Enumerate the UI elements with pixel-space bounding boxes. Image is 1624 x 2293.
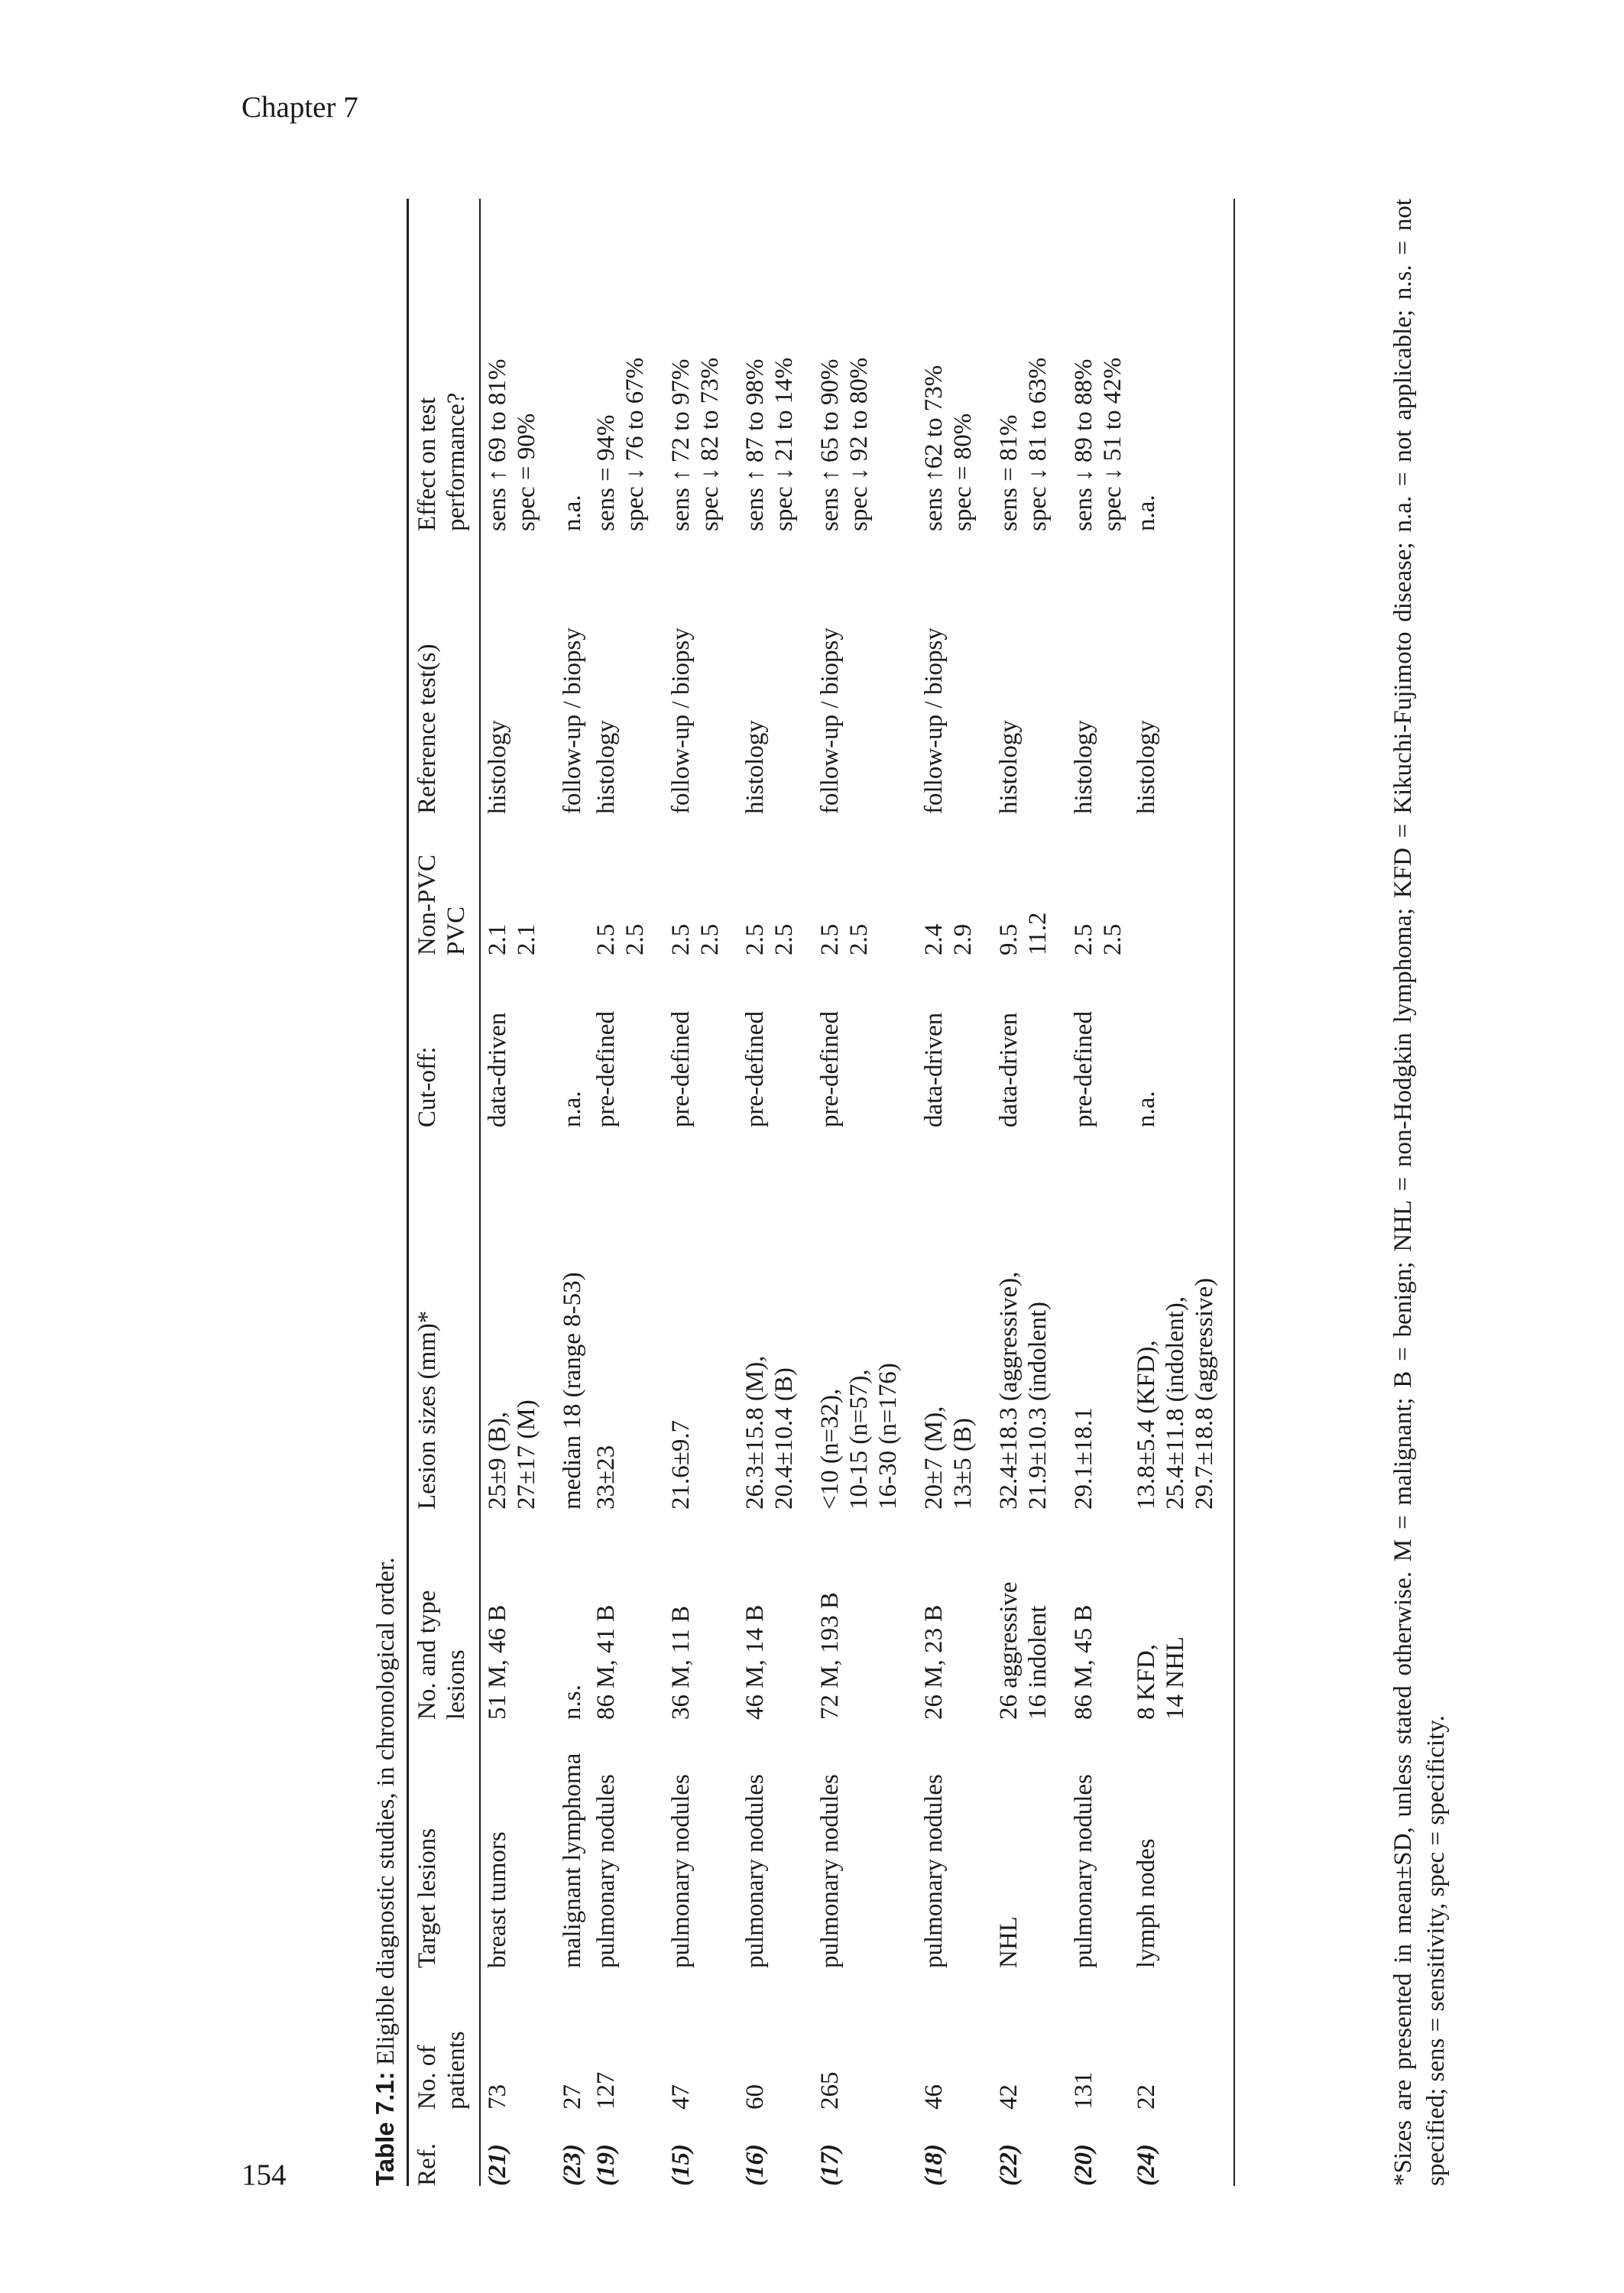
table-row [917,199,992,2186]
studies-table [407,199,1235,2186]
cell-cutoff: data-driven [483,1012,511,1127]
table-row [738,199,813,2186]
table-row [556,199,589,2186]
cell-effect: sens ↑ 69 to 81% spec = 90% [483,358,540,531]
cell-target: malignant lymphoma [558,1753,586,1968]
cell-lesions: 8 KFD, 14 NHL [1130,1510,1234,1720]
cell-patients: 42 [995,2084,1023,2110]
cell-patients: 46 [920,2084,948,2110]
cell-reference: follow-up / biopsy [558,628,586,814]
cell-lesions: 46 M, 14 B [741,1604,770,1720]
cell-lesions: 72 M, 193 B [816,1592,844,1720]
cell-pvc: 2.1 2.1 [483,923,540,955]
table-caption-text: Eligible diagnostic studies, in chronological order. [372,1557,400,2072]
cell-patients: 127 [592,2071,620,2110]
cell-pvc: 2.5 2.5 [592,923,649,955]
cell-sizes: 20±7 (M), 13±5 (B) [920,1406,977,1510]
cell-sizes: <10 (n=32), 10-15 (n=57), 16-30 (n=176) [816,1363,903,1510]
cell-reference: histology [1130,531,1234,814]
cell-sizes: median 18 (range 8-53) [558,1272,586,1510]
col-header-reference: Reference test(s) [408,531,480,814]
cell-reference: histology [1069,720,1097,814]
cell-ref: (21) [483,2144,511,2186]
cell-cutoff: data-driven [920,1012,948,1127]
cell-lesions: 26 M, 23 B [920,1604,948,1720]
cell-effect: sens ↑62 to 73% spec = 80% [920,365,977,531]
cell-patients: 265 [816,2071,844,2110]
cell-reference: histology [483,720,511,814]
cell-effect: sens ↑ 72 to 97% spec ↓ 82 to 73% [666,357,724,531]
cell-lesions: n.s. [558,1685,586,1720]
table-footnote: *Sizes are presented in mean±SD, unless stated otherwise. M = malignant; B = benign; NHL = non-Hodgkin lymphoma; KFD = Kikuchi-Fujimoto disease; n.a. = not applicable; n.s. = not specified; sens = sensitivity, spec = specificity. [1389,199,1450,2186]
cell-effect: sens ↑ 87 to 98% spec ↓ 21 to 14% [741,357,799,531]
table-caption [371,1558,400,2186]
cell-target: lymph nodes [1130,1720,1234,1968]
cell-pvc: 2.5 2.5 [666,923,724,955]
cell-cutoff: pre-defined [741,1010,770,1127]
cell-effect: n.a. [1130,199,1234,531]
cell-target: pulmonary nodules [666,1774,695,1968]
col-header-ref: Ref. [408,2110,480,2186]
cell-sizes: 33±23 [592,1445,620,1510]
cell-lesions: 86 M, 45 B [1069,1604,1097,1720]
col-header-effect: Effect on test performance? [408,199,480,531]
cell-target: breast tumors [483,1831,511,1968]
cell-patients: 131 [1069,2071,1097,2110]
cell-effect: sens = 81% spec ↓ 81 to 63% [995,357,1052,531]
cell-ref: (18) [920,2144,948,2186]
cell-cutoff: n.a. [558,1091,586,1127]
cell-target: pulmonary nodules [920,1774,948,1968]
cell-reference: follow-up / biopsy [920,628,948,814]
col-header-lesions: No. and type lesions [408,1510,480,1720]
cell-pvc: 9.5 11.2 [995,912,1052,955]
cell-patients: 60 [741,2084,770,2110]
col-header-target: Target lesions [408,1720,480,1968]
table-caption-label: Table 7.1: [371,2071,399,2186]
cell-cutoff: pre-defined [666,1010,695,1127]
cell-sizes: 13.8±5.4 (KFD), 25.4±11.8 (indolent), 29.7±18.8 (aggressive) [1130,1127,1234,1510]
cell-reference: follow-up / biopsy [816,628,844,814]
cell-pvc: 2.5 2.5 [1069,923,1126,955]
cell-reference: histology [995,720,1023,814]
cell-sizes: 21.6±9.7 [666,1419,695,1510]
cell-effect: sens ↓ 89 to 88% spec ↓ 51 to 42% [1069,357,1126,531]
cell-reference: follow-up / biopsy [666,628,695,814]
table-header-row [408,199,480,2186]
col-header-patients: No. of patients [408,1968,480,2110]
cell-ref: (23) [558,2144,586,2186]
cell-sizes: 29.1±18.1 [1069,1407,1097,1510]
cell-target: pulmonary nodules [741,1774,770,1968]
cell-sizes: 32.4±18.3 (aggressive), 21.9±10.3 (indolent) [995,1271,1052,1510]
cell-target: pulmonary nodules [816,1774,844,1968]
cell-ref: (24) [1130,2110,1234,2186]
cell-cutoff: pre-defined [592,1010,620,1127]
cell-lesions: 86 M, 41 B [592,1604,620,1720]
table-row [1067,199,1130,2186]
cell-patients: 73 [483,2084,511,2110]
cell-ref: (16) [741,2144,770,2186]
cell-ref: (19) [592,2144,620,2186]
cell-ref: (20) [1069,2144,1097,2186]
cell-pvc: 2.5 2.5 [816,923,874,955]
cell-sizes: 26.3±15.8 (M), 20.4±10.4 (B) [741,1355,799,1510]
cell-pvc: 2.4 2.9 [920,923,977,955]
table-row [480,199,556,2186]
cell-pvc [556,814,589,955]
table-row [992,199,1067,2186]
cell-target: NHL [995,1916,1023,1968]
cell-target: pulmonary nodules [592,1774,620,1968]
cell-ref: (17) [816,2144,844,2186]
cell-cutoff: pre-defined [816,1010,844,1127]
cell-patients: 27 [558,2084,586,2110]
col-header-cutoff: Cut-off: [408,955,480,1127]
cell-sizes: 25±9 (B), 27±17 (M) [483,1399,540,1510]
cell-lesions: 51 M, 46 B [483,1604,511,1720]
cell-patients: 22 [1130,1968,1234,2110]
cell-pvc [1130,814,1234,955]
table-row [1130,199,1234,2186]
table-row [664,199,739,2186]
table-row [589,199,664,2186]
cell-cutoff: data-driven [995,1012,1023,1127]
cell-effect: n.a. [558,495,586,531]
cell-target: pulmonary nodules [1069,1774,1097,1968]
rotated-table-block [359,183,1521,2201]
cell-effect: sens ↑ 65 to 90% spec ↓ 92 to 80% [816,357,874,531]
cell-ref: (15) [666,2144,695,2186]
cell-ref: (22) [995,2144,1023,2186]
chapter-header: Chapter 7 [241,91,358,124]
cell-cutoff: pre-defined [1069,1010,1097,1127]
cell-lesions: 36 M, 11 B [666,1605,695,1720]
cell-effect: sens = 94% spec ↓ 76 to 67% [592,357,649,531]
col-header-sizes: Lesion sizes (mm)* [408,1127,480,1510]
cell-patients: 47 [666,2084,695,2110]
table-row [813,199,917,2186]
cell-reference: histology [592,720,620,814]
cell-lesions: 26 aggressive 16 indolent [995,1581,1052,1720]
cell-cutoff: n.a. [1130,955,1234,1127]
page-number: 154 [241,2158,287,2191]
cell-pvc: 2.5 2.5 [741,923,799,955]
col-header-pvc: Non-PVC PVC [408,814,480,955]
cell-reference: histology [741,720,770,814]
